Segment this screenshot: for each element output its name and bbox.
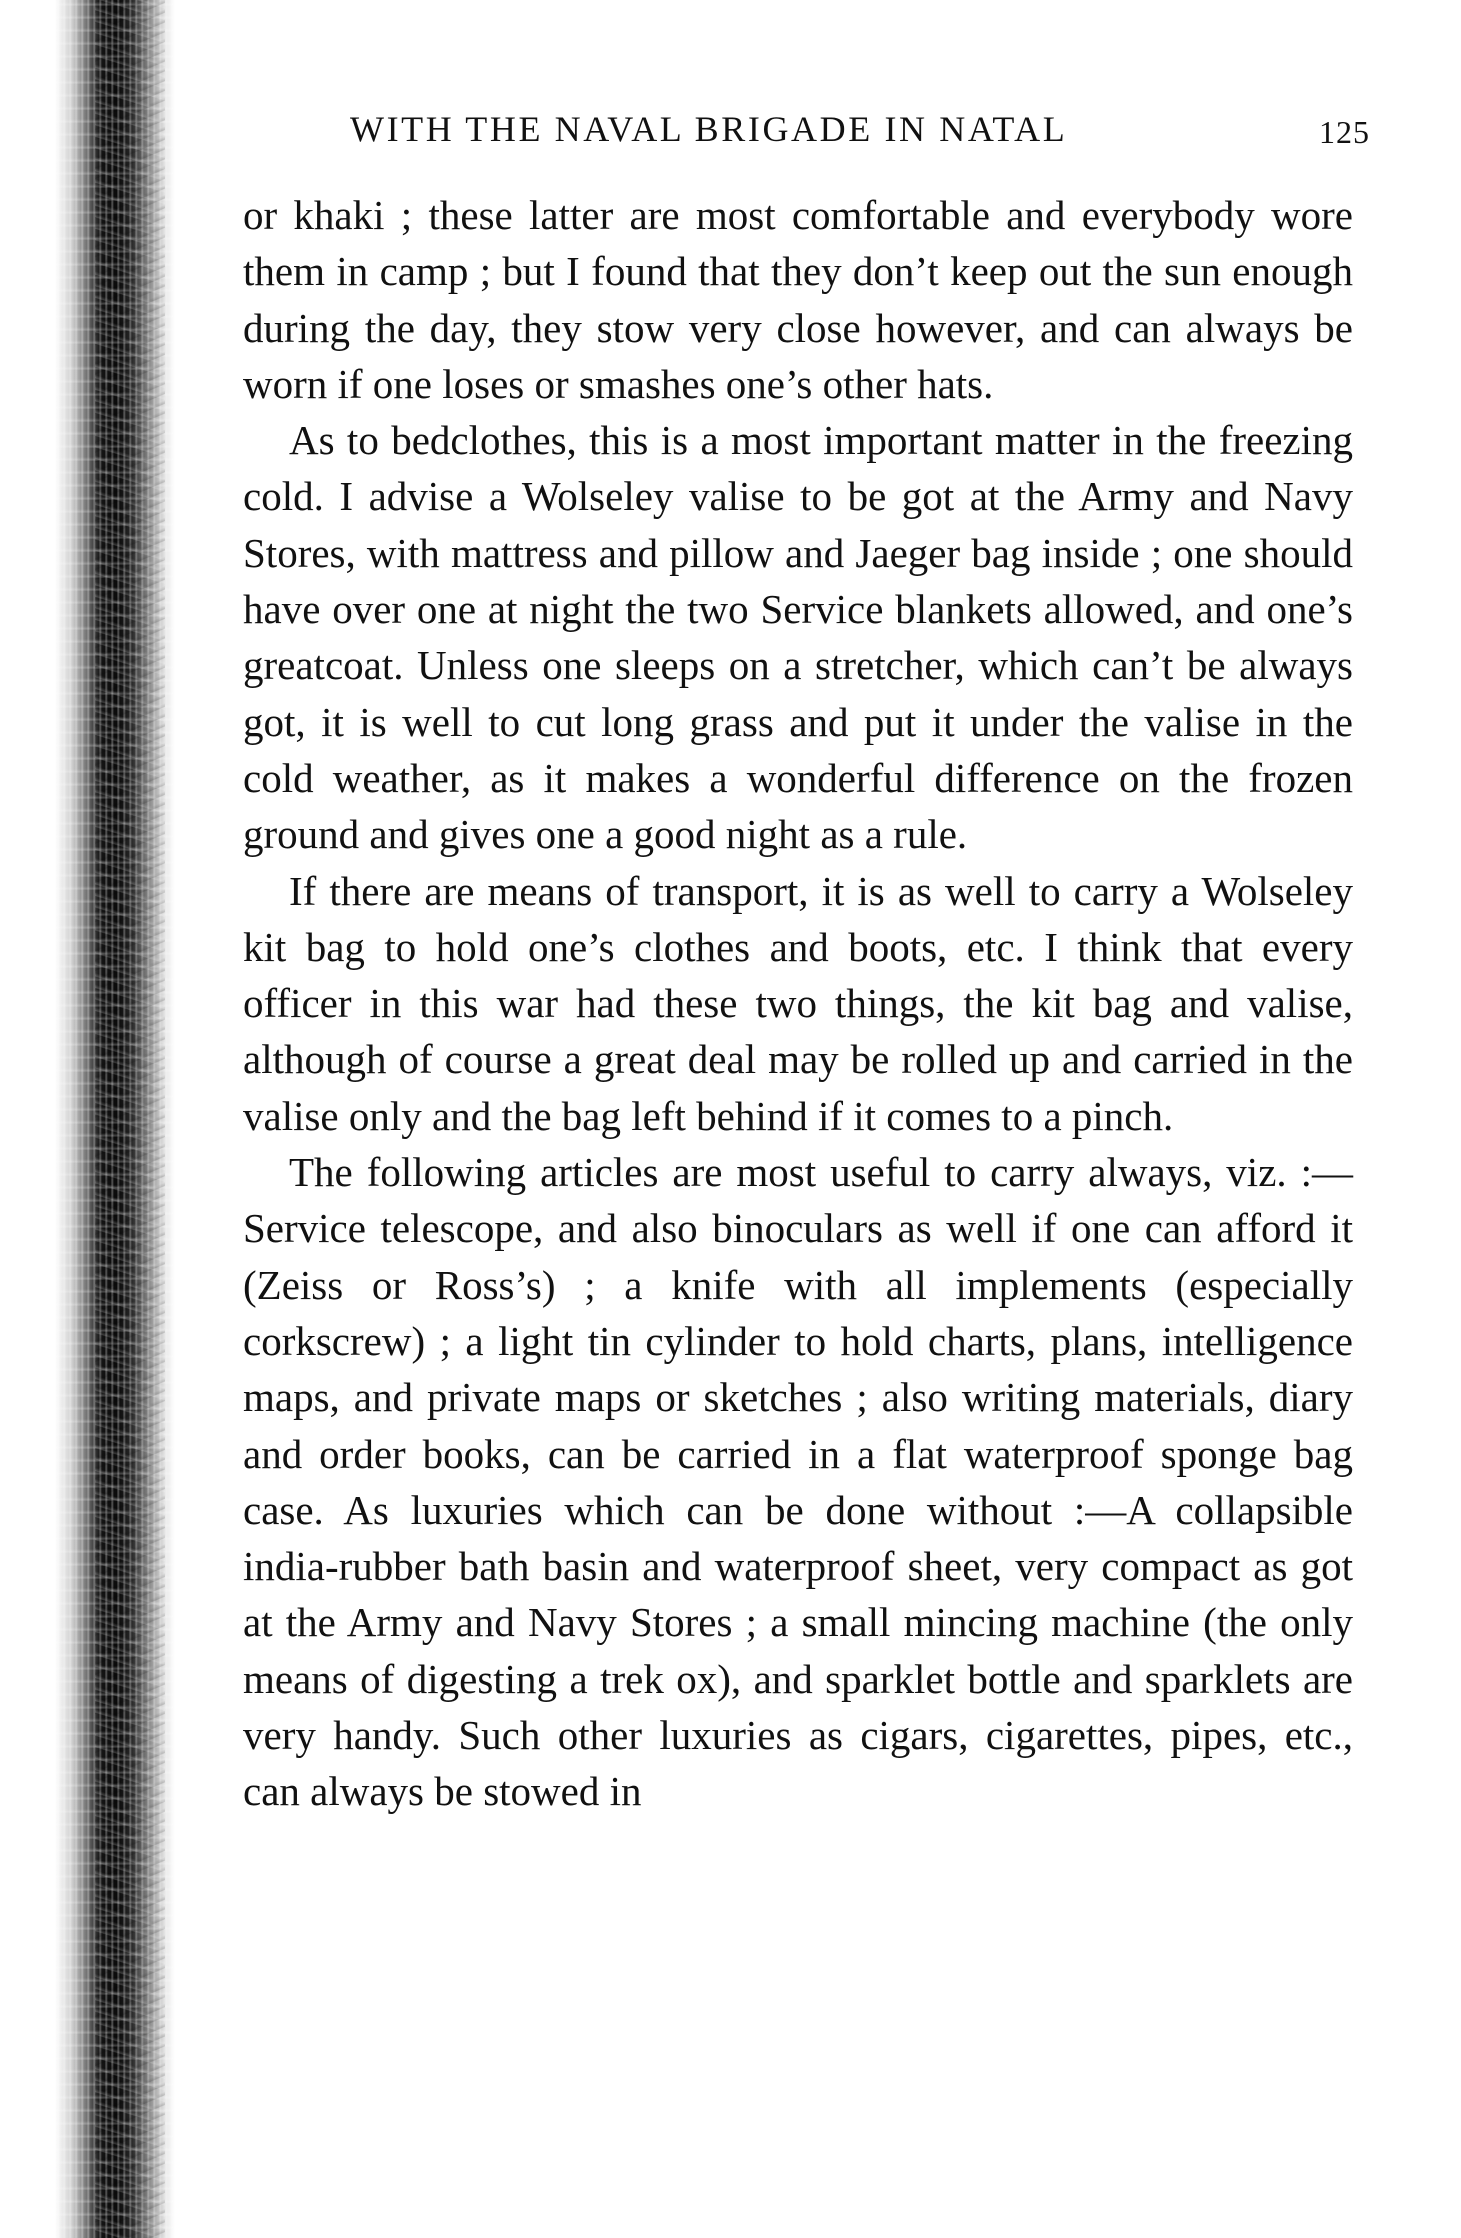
page-number: 125 (1319, 114, 1370, 150)
running-head-title: WITH THE NAVAL BRIGADE IN NATAL (350, 109, 1068, 149)
paragraph-3: If there are means of transport, it is as well to carry a Wolseley kit bag to hold one’s clothes and boots, etc. I think that every officer in this war had these two things, the kit bag and valise, although of course a great deal may be rolled up and carried in the valise only and the bag left behind if it comes to a pinch. (243, 867, 1353, 1139)
running-header (350, 108, 1370, 168)
paragraph-1: or khaki ; these latter are most comfortable and everybody wore them in camp ; but I found that they don’t keep out the sun enough during the day, they stow very close however, and can always be worn if one loses or smashes one’s other hats. (243, 192, 1353, 407)
paragraph-4: The following articles are most useful to carry always, viz. :—Service telescope, and also binoculars as well if one can afford it (Zeiss or Ross’s) ; a knife with all implements (especially corkscrew) ; a light tin cylinder to hold charts, plans, intelligence maps, and private maps or sketches ; also writing materials, diary and order books, can be carried in a flat waterproof sponge bag case. As luxuries which can be done without :—A collapsible india-rubber bath basin and waterproof sheet, very compact as got at the Army and Navy Stores ; a small mincing machine (the only means of digesting a trek ox), and sparklet bottle and sparklets are very handy. Such other luxuries as cigars, cigarettes, pipes, etc., can always be stowed in (243, 1149, 1353, 1815)
body-text (243, 187, 1353, 1820)
paragraph-2: As to bedclothes, this is a most important matter in the freezing cold. I advise a Wolseley valise to be got at the Army and Navy Stores, with mattress and pillow and Jaeger bag inside ; one should have over one at night the two Service blankets allowed, and one’s greatcoat. Unless one sleeps on a stretcher, which can’t be always got, it is well to cut long grass and put it under the valise in the cold weather, as it makes a wonderful difference on the frozen ground and gives one a good night as a rule. (243, 417, 1353, 858)
binding-gutter-texture (95, 0, 165, 2238)
